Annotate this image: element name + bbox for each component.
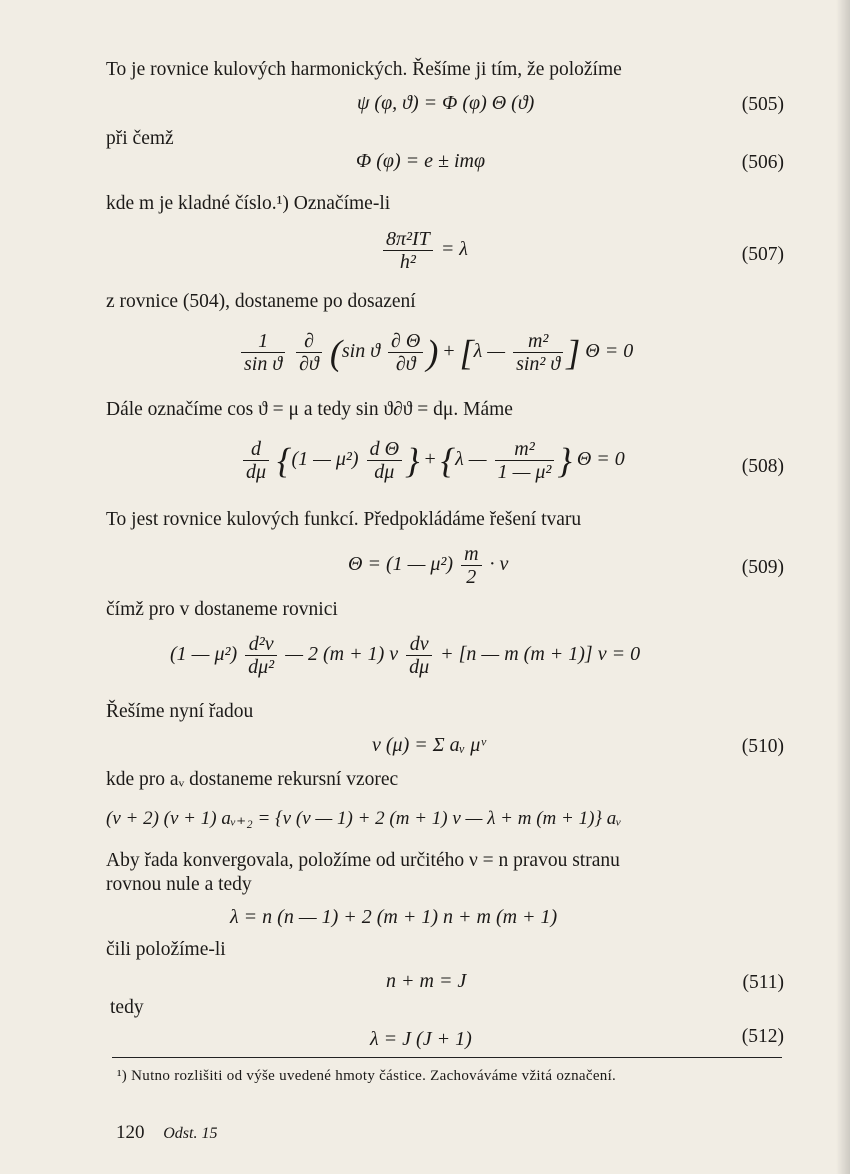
eq509-frac-den: 2	[466, 566, 477, 588]
eq-sin-frac3-den: ∂ϑ	[395, 353, 416, 375]
open-brace-2-icon: {	[440, 440, 456, 481]
eq508-frac1-num: d	[243, 438, 269, 461]
eq-sin-frac1-num: 1	[241, 330, 285, 353]
page-edge-shadow	[836, 0, 850, 1174]
eq509-frac-num: m	[461, 543, 481, 566]
eq-sin-mid: sin ϑ	[341, 340, 381, 363]
text-line-2: při čemž	[106, 128, 174, 149]
eqv-part2: — 2 (m + 1) v	[285, 643, 399, 666]
text-line-1: To je rovnice kulových harmonických. Řešíme ji tím, že položíme	[106, 59, 622, 80]
close-bracket-icon: ]	[566, 332, 581, 373]
eq508-rhs: Θ = 0	[576, 448, 625, 471]
eq508-frac3-num: m²	[495, 438, 555, 461]
section-label: Odst. 15	[163, 1125, 218, 1142]
close-brace-2-icon: }	[557, 440, 572, 481]
eq-sin-lambda: λ —	[473, 340, 506, 363]
eq508-lambda: λ —	[455, 448, 487, 471]
eq-sin-frac3-num: ∂ Θ	[388, 330, 423, 353]
eq508-frac1-den: dμ	[246, 461, 267, 483]
footnote-rule	[112, 1057, 782, 1058]
eq-sin-frac4-num: m²	[513, 330, 563, 353]
text-line-6: To jest rovnice kulových funkcí. Předpokládáme řešení tvaru	[106, 509, 582, 530]
text-line-7: čímž pro v dostaneme rovnici	[106, 599, 338, 620]
eq508-frac3-den: 1 — μ²	[497, 461, 552, 483]
eqv-frac2-den: dμ	[409, 656, 430, 678]
equation-number-505: (505)	[741, 94, 784, 115]
eq509-rhs: · v	[489, 553, 509, 576]
equation-legendre-theta: $\frac{1}{\text{sin ϑ}}$ $\frac{\partial}{\partial ϑ}$ (sin ϑ $\frac{\partial \Theta}{\partial ϑ}$ ) + [λ — $\frac{\text{m²}}{\text{sin² ϑ}}$ ] Θ = 0	[238, 330, 633, 375]
eq507-rhs: = λ	[440, 238, 468, 261]
eqv-frac2-num: dv	[406, 633, 432, 656]
eq-sin-frac4-den: sin² ϑ	[516, 353, 561, 375]
eq507-numerator: 8π²IT	[383, 228, 433, 251]
text-line-8: Řešíme nyní řadou	[106, 701, 254, 722]
equation-507	[380, 228, 468, 273]
text-line-5: Dále označíme cos ϑ = μ a tedy sin ϑ∂ϑ = dμ. Máme	[106, 399, 513, 420]
equation-number-511: (511)	[742, 972, 784, 993]
eq-sin-frac1-den: sin ϑ	[244, 353, 283, 375]
eq508-frac2-den: dμ	[374, 461, 395, 483]
close-brace-icon: }	[405, 440, 420, 481]
text-line-13: tedy	[110, 997, 144, 1018]
eq-sin-frac2-num: ∂	[296, 330, 322, 353]
eq507-denominator: h²	[399, 251, 416, 273]
close-paren-icon: )	[426, 332, 439, 373]
page-footer	[116, 1122, 217, 1144]
equation-511: n + m = J	[386, 970, 467, 992]
open-paren-icon: (	[329, 332, 342, 373]
eqv-frac1-den: dμ²	[248, 656, 275, 678]
text-line-11: rovnou nule a tedy	[106, 874, 252, 895]
eqv-part1: (1 — μ²)	[170, 643, 238, 666]
eq-sin-frac2-den: ∂ϑ	[299, 353, 319, 375]
equation-509	[348, 543, 508, 588]
text-line-10: Aby řada konvergovala, položíme od určitého ν = n pravou stranu	[106, 850, 620, 871]
equation-510: v (μ) = Σ aᵥ μᵛ	[372, 734, 486, 756]
eqv-frac1-num: d²v	[245, 633, 277, 656]
eq508-frac2-num: d Θ	[367, 438, 402, 461]
equation-number-507: (507)	[741, 244, 784, 265]
text-line-9: kde pro aᵥ dostaneme rekursní vzorec	[106, 769, 399, 790]
eq-sin-rhs: Θ = 0	[585, 340, 634, 363]
open-bracket-icon: [	[459, 332, 474, 373]
equation-508	[240, 438, 625, 483]
equation-recursion: (ν + 2) (ν + 1) aᵥ₊₂ = {ν (ν — 1) + 2 (m + 1) ν — λ + m (m + 1)} aᵥ	[106, 808, 622, 829]
footnote: ¹) Nutno rozlišiti od výše uvedené hmoty částice. Zachováváme vžitá označení.	[117, 1068, 617, 1084]
equation-505: ψ (φ, ϑ) = Φ (φ) Θ (ϑ)	[357, 92, 535, 114]
equation-lambda: λ = n (n — 1) + 2 (m + 1) n + m (m + 1)	[230, 906, 558, 928]
eq508-plus: +	[424, 448, 436, 471]
equation-number-509: (509)	[741, 557, 784, 578]
text-line-3: kde m je kladné číslo.¹) Označíme-li	[106, 193, 391, 214]
page-number: 120	[116, 1122, 145, 1143]
open-brace-icon: {	[277, 440, 292, 481]
equation-number-510: (510)	[741, 736, 784, 757]
eq509-lhs: Θ = (1 — μ²)	[348, 553, 454, 576]
eqv-part3: + [n — m (m + 1)] v = 0	[440, 643, 641, 666]
text-line-12: čili položíme-li	[106, 939, 226, 960]
equation-number-506: (506)	[741, 152, 784, 173]
equation-512: λ = J (J + 1)	[370, 1028, 472, 1050]
equation-506: Φ (φ) = e ± imφ	[356, 150, 486, 172]
equation-number-508: (508)	[741, 456, 784, 477]
equation-v	[170, 633, 640, 678]
equation-number-512: (512)	[741, 1026, 784, 1047]
text-line-4: z rovnice (504), dostaneme po dosazení	[106, 291, 416, 312]
eq508-mid: (1 — μ²)	[291, 448, 359, 471]
